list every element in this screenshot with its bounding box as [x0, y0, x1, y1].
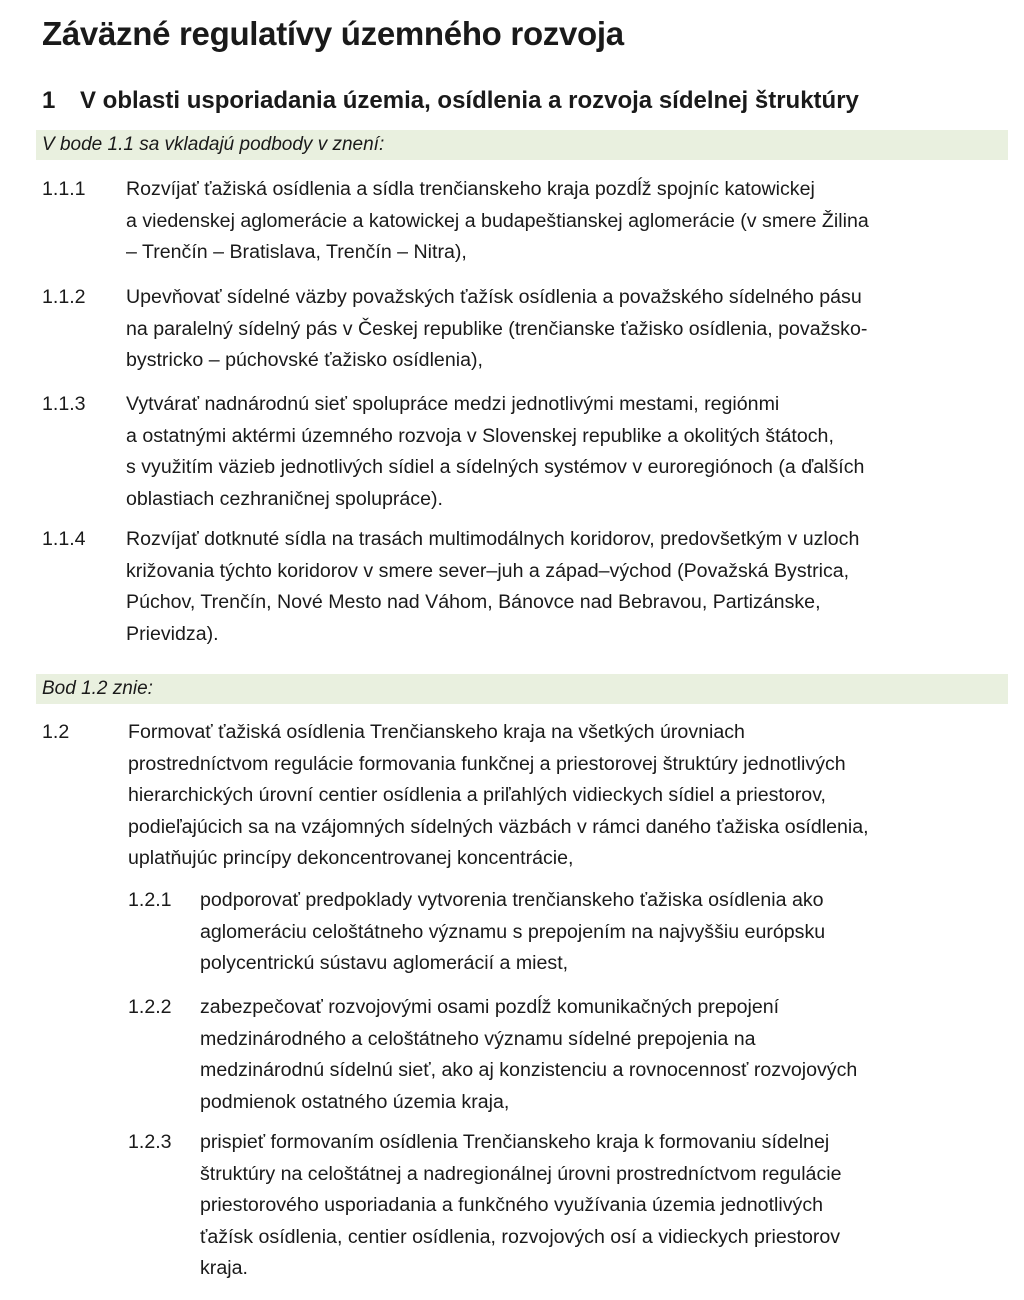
item-text-line: podmienok ostatného územia kraja, [200, 1090, 510, 1113]
section-heading [42, 84, 859, 118]
item-text [126, 389, 864, 515]
note-band-1-2 [36, 674, 1008, 704]
section-title: V oblasti usporiadania územia, osídlenia a rozvoja sídelnej štruktúry [80, 87, 859, 114]
item-text-line: Prievidza). [126, 622, 219, 645]
item-text-line: priestorového usporiadania a funkčného využívania územia jednotlivých [200, 1194, 824, 1216]
item-text [126, 174, 869, 269]
item-text-line: Formovať ťažiská osídlenia Trenčianskeho kraja na všetkých úrovniach [128, 721, 745, 743]
note-band-1-1 [36, 130, 1008, 160]
item-number: 1.2 [42, 721, 70, 743]
item-text-line: Púchov, Trenčín, Nové Mesto nad Váhom, Bánovce nad Bebravou, Partizánske, [126, 591, 821, 613]
page-title: Záväzné regulatívy územného rozvoja [42, 15, 624, 52]
item-text-line: bystricko – púchovské ťažisko osídlenia), [126, 349, 483, 371]
item-text-line: oblastiach cezhraničnej spolupráce). [126, 487, 443, 510]
item-text-line: podporovať predpoklady vytvorenia trenčianskeho ťažiska osídlenia ako [200, 889, 824, 911]
item-text-line: Rozvíjať ťažiská osídlenia a sídla trenčianskeho kraja pozdĺž spojníc katowickej [126, 178, 815, 200]
note-text-1-2: Bod 1.2 znie: [42, 678, 153, 699]
item-text [128, 717, 869, 875]
item-number: 1.1.2 [42, 286, 86, 308]
item-text-line: štruktúry na celoštátnej a nadregionálnej úrovni prostredníctvom regulácie [200, 1162, 842, 1185]
item-text-line: Rozvíjať dotknuté sídla na trasách multimodálnych koridorov, predovšetkým v uzloch [126, 528, 860, 550]
item-text-line: križovania týchto koridorov v smere sever–juh a západ–východ (Považská Bystrica, [126, 559, 850, 582]
item-number: 1.1.1 [42, 178, 86, 200]
item-text-line: podieľajúcich sa na vzájomných sídelných väzbách v rámci daného ťažiska osídlenia, [128, 815, 869, 838]
note-text-1-1: V bode 1.1 sa vkladajú podbody v znení: [42, 134, 385, 155]
item-text-line: kraja. [200, 1257, 248, 1279]
item-text-line: a viedenskej aglomerácie a katowickej a budapeštianskej aglomerácie (v smere Žilina [126, 209, 869, 232]
item-text [126, 282, 867, 377]
item-text-line: medzinárodnú sídelnú sieť, ako aj konzistenciu a rovnocennosť rozvojových [200, 1059, 858, 1081]
item-text [200, 1127, 842, 1285]
item-number: 1.1.4 [42, 528, 86, 550]
section-number: 1 [42, 87, 56, 114]
item-number: 1.2.3 [128, 1131, 172, 1153]
item-text-line: uplatňujúc princípy dekoncentrovanej koncentrácie, [128, 847, 574, 869]
item-text-line: prispieť formovaním osídlenia Trenčianskeho kraja k formovaniu sídelnej [200, 1131, 830, 1153]
item-text-line: medzinárodného a celoštátneho významu sídelné prepojenia na [200, 1027, 756, 1050]
item-text-line: Vytvárať nadnárodnú sieť spolupráce medzi jednotlivými mestami, regiónmi [126, 393, 780, 415]
item-number: 1.1.3 [42, 393, 86, 415]
item-text-line: polycentrickú sústavu aglomerácií a miest, [200, 952, 569, 974]
item-text-line: – Trenčín – Bratislava, Trenčín – Nitra), [126, 241, 467, 263]
item-text-line: zabezpečovať rozvojovými osami pozdĺž komunikačných prepojení [200, 996, 780, 1018]
item-text [200, 885, 825, 980]
item-text-line: hierarchických úrovní centier osídlenia a priľahlých vidieckych sídiel a priestorov, [128, 784, 826, 806]
item-number: 1.2.1 [128, 889, 172, 911]
item-text-line: aglomeráciu celoštátneho významu s prepojením na najvyššiu európsku [200, 920, 826, 943]
item-text-line: a ostatnými aktérmi územného rozvoja v Slovenskej republike a okolitých štátoch, [126, 424, 834, 447]
item-text-line: prostredníctvom regulácie formovania funkčnej a priestorovej štruktúry jednotlivých [128, 752, 846, 775]
item-text-line: ťažísk osídlenia, centier osídlenia, rozvojových osí a vidieckych priestorov [200, 1225, 841, 1248]
item-text [200, 992, 857, 1118]
item-text-line: s využitím väzieb jednotlivých sídiel a sídelných systémov v euroregiónoch (a ďalších [126, 456, 865, 478]
item-number: 1.2.2 [128, 996, 172, 1018]
item-text-line: na paralelný sídelný pás v Českej republike (trenčianske ťažisko osídlenia, považsko- [126, 317, 868, 340]
item-text [126, 524, 859, 650]
item-text-line: Upevňovať sídelné väzby považských ťažísk osídlenia a považského sídelného pásu [126, 286, 862, 308]
